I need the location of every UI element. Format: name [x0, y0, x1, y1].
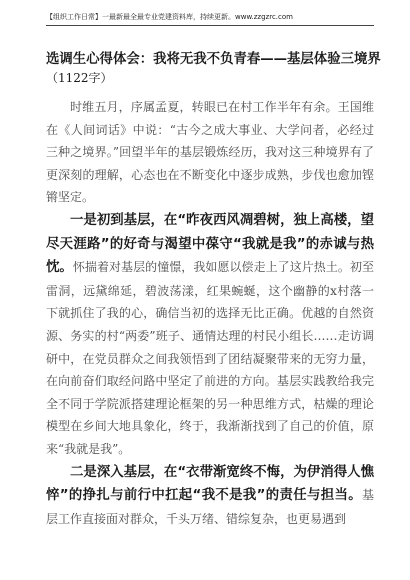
article-content: [46, 50, 381, 530]
word-count: （1122字）: [46, 71, 113, 85]
paragraph-second-realm: [46, 461, 374, 531]
paragraph-body: 基层工作直接面对群众，千头万绪、错综复杂，也更易遇到: [46, 488, 374, 526]
page-header: 【组织工作日常】一最新最全最专业党建资料库，持续更新。www.zzgzrc.com: [46, 13, 293, 21]
article-title: 选调生心得体会：我将无我不负青春——基层体验三境界: [46, 52, 381, 67]
paragraph-first-realm: [46, 209, 374, 461]
paragraph-body: 怀揣着对基层的憧憬，我如愿以偿走上了这片热土。初至雷洞，远黛绵延，碧波荡漾，红果蜿蜒，这个幽静的x村落一下就抓住了我的心，确信当初的选择无比正确。优越的自然资源、务实的村“两委”班子、通情达理的村民小组长……走访调研中，在党员群众之间我领悟到了团结凝聚带来的无穷力量，在向前奋们取经问路中坚定了前进的方向。基层实践教给我完全不同于学院派搭建理论框架的另一种思维方式，枯燥的理论模型在乡间大地具象化，终于，我渐渐找到了自己的价值，原来“我就是我”。: [46, 260, 374, 456]
paragraph-lead: 一是初到基层，在“昨夜西风凋碧树，独上高楼，望尽天涯路”的好奇与渴望中葆守“我就是我”的赤诚与热忱。: [46, 212, 374, 276]
paragraph-body: 时维五月，序属孟夏，转眼已在村工作半年有余。王国维在《人间词话》中说：“古今之成大事业、大学问者，必经过三种之境界。”回望半年的基层锻炼经历，我对这三种境界有了更深刻的理解，心态也在不断变化中逐步成熟，步伐也愈加铿锵坚定。: [46, 100, 374, 205]
header-divider: [46, 25, 374, 26]
paragraph-lead: 二是深入基层，在“衣带渐宽终不悔，为伊消得人憔悴”的挣扎与前行中扛起“我不是我”的责任与担当。: [46, 464, 374, 504]
paragraph-intro: [46, 96, 374, 209]
